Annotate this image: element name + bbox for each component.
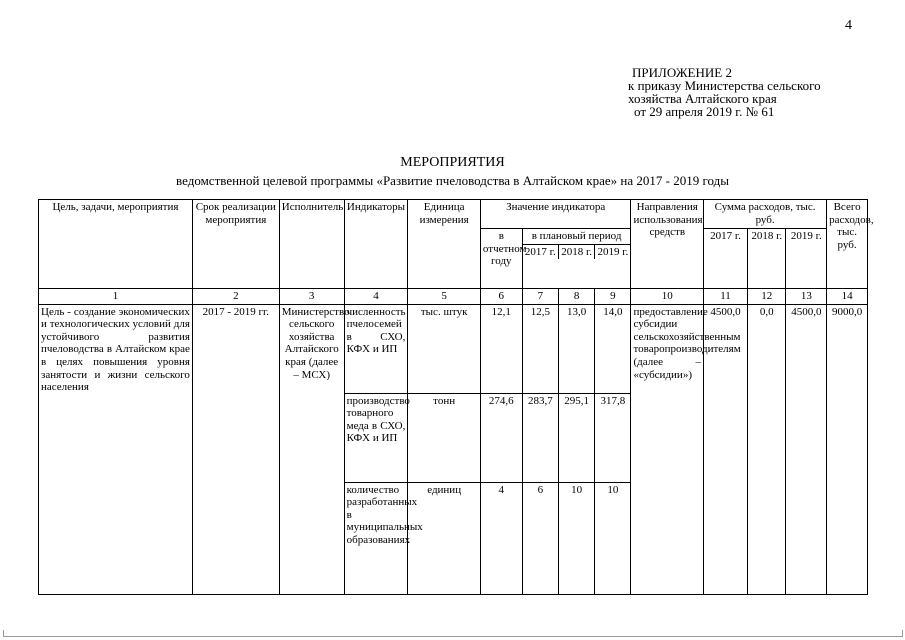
indicator-cell: численность пчелосемей в СХО, КФХ и ИП	[344, 304, 408, 393]
column-number: 2	[192, 289, 279, 305]
value-2017-cell: 6	[522, 482, 558, 594]
column-number: 7	[522, 289, 558, 305]
indicator-cell: производство товарного меда в СХО, КФХ и ИП	[344, 393, 408, 482]
column-number: 1	[39, 289, 193, 305]
header-year-2017: 2017 г.	[524, 245, 556, 258]
column-number: 12	[748, 289, 786, 305]
column-number: 11	[704, 289, 748, 305]
header-planned-period	[522, 229, 631, 289]
table-row	[39, 304, 868, 393]
expense-2019-cell: 4500,0	[786, 304, 827, 594]
expense-2018-cell: 0,0	[748, 304, 786, 594]
header-indicator-value: Значение индикатора	[480, 200, 631, 229]
header-total: Всего расходов, тыс. руб.	[827, 200, 868, 289]
expense-2017-cell: 4500,0	[704, 304, 748, 594]
document-title: МЕРОПРИЯТИЯ	[400, 155, 505, 170]
value-2017-cell: 12,5	[522, 304, 558, 393]
page-number: 4	[845, 18, 852, 33]
column-number: 8	[558, 289, 594, 305]
value-2018-cell: 295,1	[558, 393, 594, 482]
value-2019-cell: 14,0	[595, 304, 631, 393]
indicator-cell: количество разработанных в муниципальных образованиях	[344, 482, 408, 594]
header-year-2018: 2018 г.	[558, 245, 594, 260]
unit-cell: тонн	[408, 393, 481, 482]
header-exp-2018: 2018 г.	[748, 229, 786, 289]
column-number: 10	[631, 289, 704, 305]
measures-table	[38, 199, 874, 595]
value-2017-cell: 283,7	[522, 393, 558, 482]
column-number: 14	[827, 289, 868, 305]
report-value-cell: 4	[480, 482, 522, 594]
appendix-line: хозяйства Алтайского края	[628, 91, 777, 106]
header-reporting-year: в отчетном году	[480, 229, 522, 289]
planned-period-label: в плановый период	[523, 229, 631, 245]
unit-cell: единиц	[408, 482, 481, 594]
executor-cell: Министерство сельского хозяйства Алтайского края (далее – МСХ)	[279, 304, 344, 594]
header-term: Срок реализации мероприятия	[192, 200, 279, 289]
header-expenses: Сумма расходов, тыс. руб.	[704, 200, 827, 229]
header-exp-2019: 2019 г.	[786, 229, 827, 289]
appendix-title: ПРИЛОЖЕНИЕ 2	[632, 65, 732, 80]
expense-total-cell: 9000,0	[827, 304, 868, 594]
header-year-2019: 2019 г.	[594, 245, 630, 260]
appendix-date: от 29 апреля 2019 г. № 61	[634, 104, 775, 119]
document-subtitle: ведомственной целевой программы «Развитие пчеловодства в Алтайском крае» на 2017 - 2019 годы	[176, 173, 729, 188]
appendix-block	[628, 66, 821, 118]
column-number: 5	[408, 289, 481, 305]
appendix-line: к приказу Министерства сельского	[628, 78, 821, 93]
header-exp-2017: 2017 г.	[704, 229, 748, 289]
term-cell: 2017 - 2019 гг.	[192, 304, 279, 594]
value-2018-cell: 10	[558, 482, 594, 594]
value-2019-cell: 10	[595, 482, 631, 594]
header-goal: Цель, задачи, мероприятия	[39, 200, 193, 289]
value-2018-cell: 13,0	[558, 304, 594, 393]
column-number-row	[39, 289, 868, 305]
report-value-cell: 12,1	[480, 304, 522, 393]
report-value-cell: 274,6	[480, 393, 522, 482]
page-edge	[3, 630, 903, 637]
header-direction: Направления использования средств	[631, 200, 704, 289]
column-number: 6	[480, 289, 522, 305]
value-2019-cell: 317,8	[595, 393, 631, 482]
direction-cell: предоставление субсидии сельскохозяйственным товаропроизводителям (далее – «субсидии»)	[631, 304, 704, 594]
column-number: 3	[279, 289, 344, 305]
header-executor: Исполнитель	[279, 200, 344, 289]
column-number: 4	[344, 289, 408, 305]
header-unit: Единица измерения	[408, 200, 481, 289]
column-number: 9	[595, 289, 631, 305]
unit-cell: тыс. штук	[408, 304, 481, 393]
header-indicators: Индикаторы	[344, 200, 408, 289]
column-number: 13	[786, 289, 827, 305]
goal-cell: Цель - создание экономических и технологических условий для устойчивого развития пчеловодства в Алтайском крае в целях повышения уровня занятости и жизни сельского населения	[39, 304, 193, 594]
